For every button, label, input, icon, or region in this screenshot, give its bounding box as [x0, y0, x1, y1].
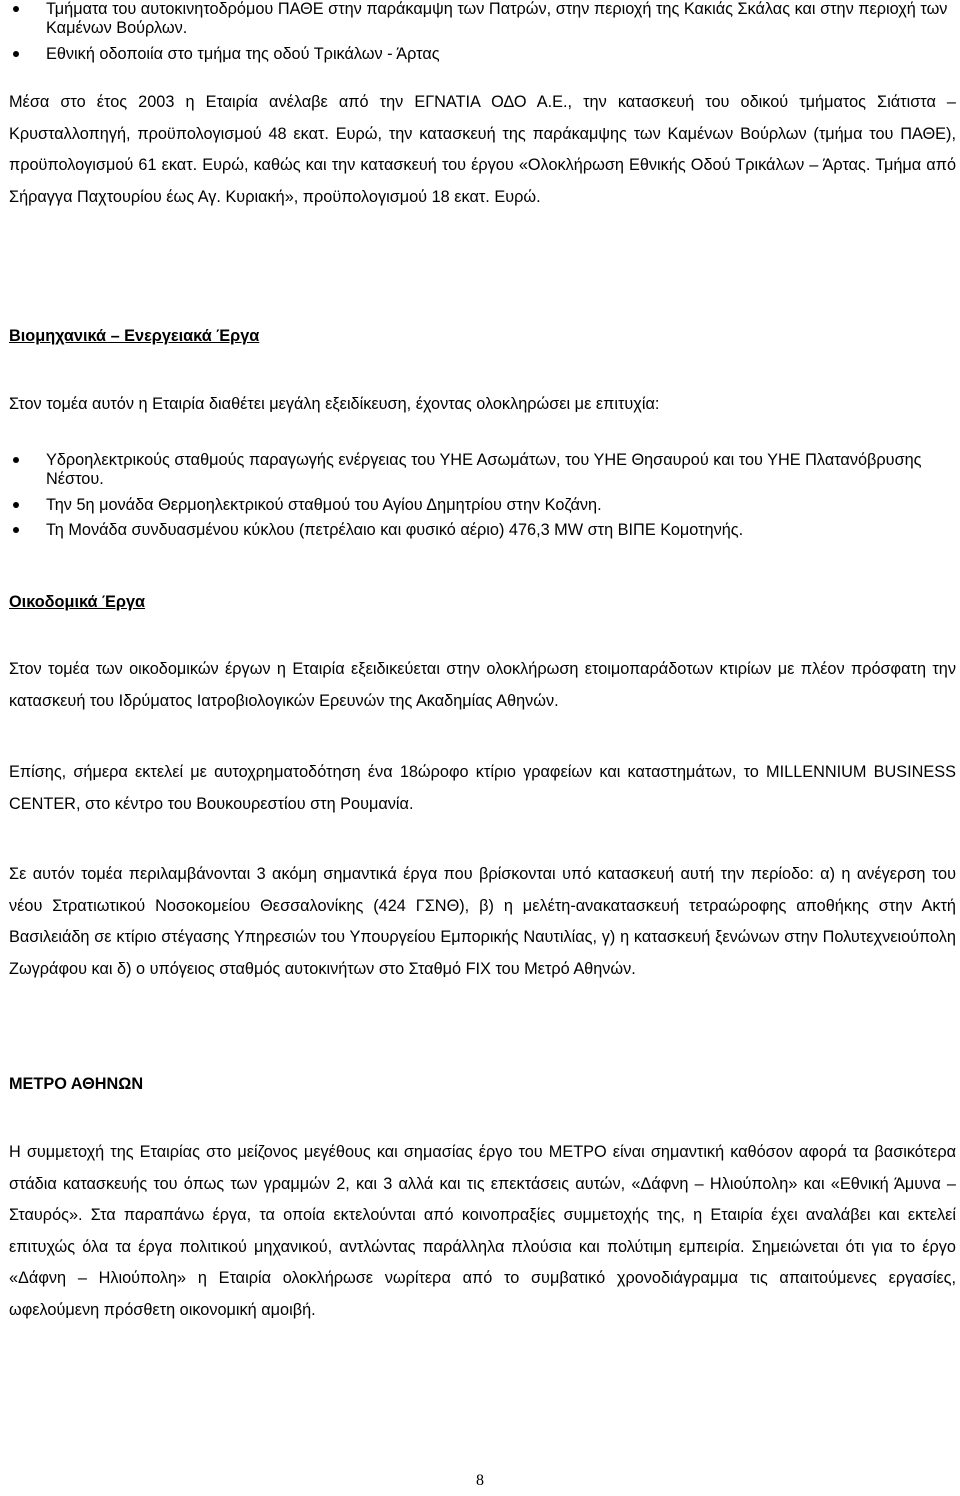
bullet-text: Τη Μονάδα συνδυασμένου κύκλου (πετρέλαιο και φυσικό αέριο) 476,3 MW στη ΒΙΠΕ Κομοτηνής. — [46, 520, 744, 539]
list-item — [9, 521, 956, 540]
heading-metro: ΜΕΤΡΟ ΑΘΗΝΩΝ — [9, 1075, 144, 1093]
bullet-icon — [13, 502, 19, 508]
building-paragraph-2: Επίσης, σήμερα εκτελεί με αυτοχρηματοδότηση ένα 18ώροφο κτίριο γραφείων και καταστημάτων, το MILLENNIUM BUSINESS CENTER, στο κέντρο του Βουκουρεστίου στη Ρουμανία. — [9, 763, 956, 813]
industrial-bullet-list — [9, 451, 956, 539]
bullet-icon — [13, 51, 19, 57]
top-bullet-list — [9, 0, 956, 64]
bullet-text: Υδροηλεκτρικούς σταθμούς παραγωγής ενέργειας του ΥΗΕ Ασωμάτων, του ΥΗΕ Θησαυρού και του ΥΗΕ Πλατανόβρυσης Νέστου. — [46, 451, 922, 488]
bullet-icon — [13, 457, 19, 463]
heading-industrial: Βιομηχανικά – Ενεργειακά Έργα — [9, 327, 260, 345]
building-paragraph-3: Σε αυτόν τομέα περιλαμβάνονται 3 ακόμη σημαντικά έργα που βρίσκονται υπό κατασκευή αυτή την περίοδο: α) η ανέγερση του νέου Στρατιωτικού Νοσοκομείου Θεσσαλονίκης (424 ΓΣΝΘ), β) η μελέτη-ανακατασκευή τετραώροφης αποθήκης στην Ακτή Βασιλειάδη σε κτίριο στέγασης Υπηρεσιών του Υπουργείου Εμπορικής Ναυτιλίας, γ) η κατασκευή ξενώνων στην Πολυτεχνειούπολη Ζωγράφου και δ) ο υπόγειος σταθμός αυτοκινήτων στο Σταθμό FIX του Μετρό Αθηνών. — [9, 865, 956, 978]
building-paragraph-1: Στον τομέα των οικοδομικών έργων η Εταιρία εξειδικεύεται στην ολοκλήρωση ετοιμοπαράδοτων κτιρίων με πλέον πρόσφατη την κατασκευή του Ιδρύματος Ιατροβιολογικών Ερευνών της Ακαδημίας Αθηνών. — [9, 660, 956, 710]
bullet-icon — [13, 6, 19, 12]
paragraph-2003-contracts: Μέσα στο έτος 2003 η Εταιρία ανέλαβε από την ΕΓΝΑΤΙΑ ΟΔΟ Α.Ε., την κατασκευή του οδικού τμήματος Σιάτιστα – Κρυσταλλοπηγή, προϋπολογισμού 48 εκατ. Ευρώ, την κατασκευή της παράκαμψης των Καμένων Βούρλων (τμήμα του ΠΑΘΕ), προϋπολογισμού 61 εκατ. Ευρώ, καθώς και την κατασκευή του έργου «Ολοκλήρωση Εθνικής Οδού Τρικάλων – Άρτας. Τμήμα από Σήραγγα Παχτουρίου έως Αγ. Κυριακή», προϋπολογισμού 18 εκατ. Ευρώ. — [9, 93, 956, 206]
bullet-icon — [13, 527, 19, 533]
industrial-intro: Στον τομέα αυτόν η Εταιρία διαθέτει μεγάλη εξειδίκευση, έχοντας ολοκληρώσει με επιτυχία: — [9, 395, 660, 413]
heading-building: Οικοδομικά Έργα — [9, 593, 146, 611]
bullet-text: Την 5η μονάδα Θερμοηλεκτρικού σταθμού του Αγίου Δημητρίου στην Κοζάνη. — [46, 496, 602, 514]
metro-paragraph: Η συμμετοχή της Εταιρίας στο μείζονος μεγέθους και σημασίας έργο του ΜΕΤΡΟ είναι σημαντική καθόσον αφορά τα βασικότερα στάδια κατασκευής του όπως των γραμμών 2, και 3 αλλά και τις επεκτάσεις αυτών, «Δάφνη – Ηλιούπολη» και «Εθνική Άμυνα – Σταυρός». Στα παραπάνω έργα, τα οποία εκτελούνται από κοινοπραξίες συμμετοχής της, η Εταιρία έχει αναλάβει και εκτελεί επιτυχώς όλα τα έργα πολιτικού μηχανικού, αντλώντας παράλληλα πλούσια και πολύτιμη εμπειρία. Σημειώνεται ότι για το έργο «Δάφνη – Ηλιούπολη» η Εταιρία ολοκλήρωσε νωρίτερα από το συμβατικό χρονοδιάγραμμα τις απαιτούμενες εργασίες, ωφελούμενη πρόσθετη οικονομική αμοιβή. — [9, 1143, 956, 1319]
bullet-text: Εθνική οδοποιία στο τμήμα της οδού Τρικάλων - Άρτας — [46, 45, 440, 63]
page-number: 8 — [476, 1472, 484, 1489]
list-item — [9, 0, 956, 37]
list-item — [9, 496, 956, 515]
list-item — [9, 451, 956, 488]
list-item — [9, 45, 956, 64]
bullet-text: Τμήματα του αυτοκινητοδρόμου ΠΑΘΕ στην παράκαμψη των Πατρών, στην περιοχή της Κακιάς Σκάλας και στην περιοχή των Καμένων Βούρλων. — [46, 0, 948, 37]
